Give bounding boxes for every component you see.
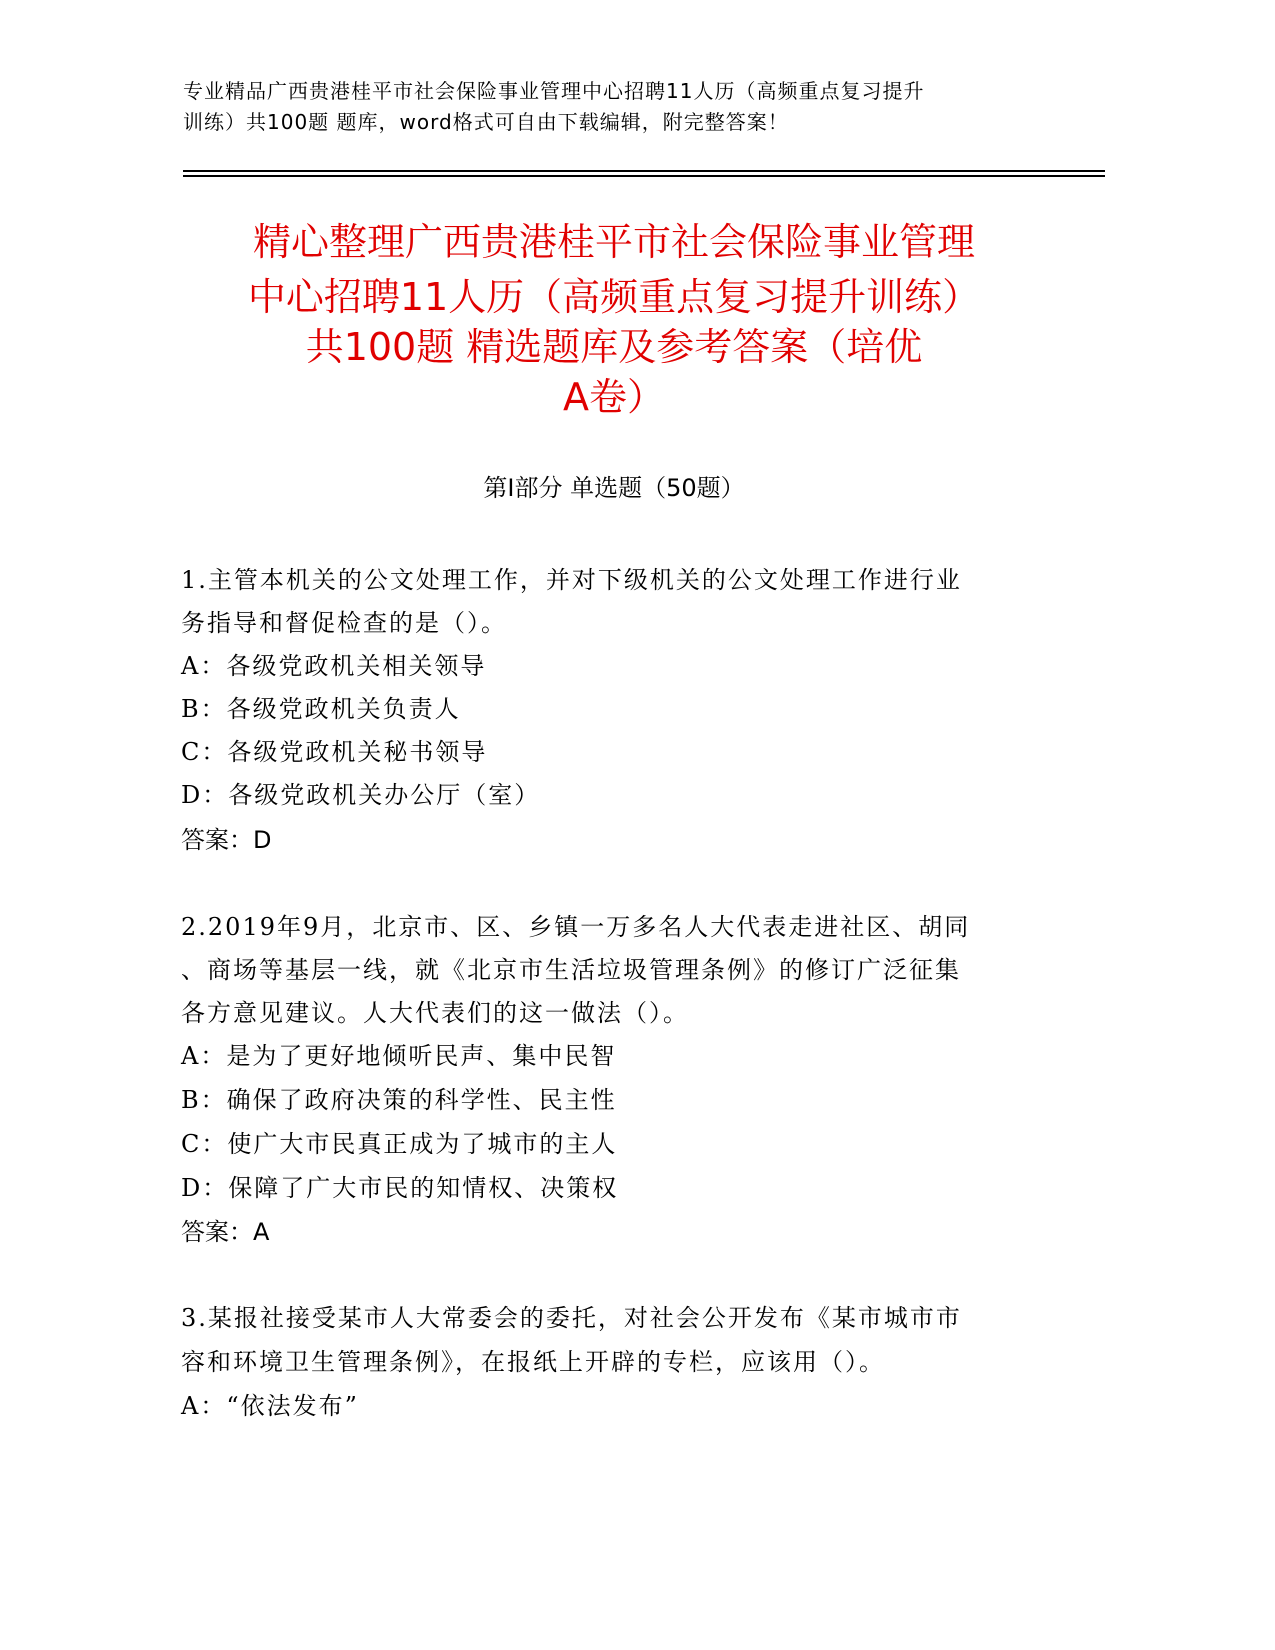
- section-title: 第Ⅰ部分 单选题（50题）: [483, 474, 745, 502]
- question-2-option-a: A：是为了更好地倾听民声、集中民智: [181, 1042, 617, 1070]
- question-2-answer: 答案：A: [181, 1218, 270, 1246]
- header-rule-bottom: [183, 175, 1105, 177]
- question-1-option-c: C：各级党政机关秘书领导: [181, 738, 488, 766]
- question-1-stem-line-1: 1.主管本机关的公文处理工作，并对下级机关的公文处理工作进行业: [181, 566, 962, 594]
- question-3-stem-line-2: 容和环境卫生管理条例》，在报纸上开辟的专栏，应该用（）。: [181, 1348, 885, 1376]
- question-3-stem-line-1: 3.某报社接受某市人大常委会的委托，对社会公开发布《某市城市市: [181, 1304, 962, 1332]
- question-2-option-c: C：使广大市民真正成为了城市的主人: [181, 1130, 618, 1158]
- question-2-stem-line-3: 各方意见建议。人大代表们的这一做法（）。: [181, 999, 689, 1027]
- question-2-option-b: B：确保了政府决策的科学性、民主性: [181, 1086, 617, 1114]
- question-1-option-a: A：各级党政机关相关领导: [181, 652, 487, 680]
- question-2-option-d: D：保障了广大市民的知情权、决策权: [181, 1174, 619, 1202]
- doc-title-line-3: 共100题 精选题库及参考答案（培优: [305, 325, 923, 369]
- header-line-2: 训练）共100题 题库，word格式可自由下载编辑，附完整答案！: [183, 110, 789, 134]
- question-2-stem-line-1: 2.2019年9月，北京市、区、乡镇一万多名人大代表走进社区、胡同: [181, 913, 971, 941]
- question-1-option-d: D：各级党政机关办公厅（室）: [181, 781, 541, 809]
- header-line-1: 专业精品广西贵港桂平市社会保险事业管理中心招聘11人历（高频重点复习提升: [183, 79, 925, 103]
- header-rule-top: [183, 170, 1105, 172]
- question-1-answer: 答案：D: [181, 826, 272, 854]
- question-1-option-b: B：各级党政机关负责人: [181, 695, 461, 723]
- question-2-stem-line-2: 、商场等基层一线，就《北京市生活垃圾管理条例》的修订广泛征集: [181, 956, 961, 984]
- doc-title-line-4: A卷）: [563, 375, 665, 419]
- question-3-option-a: A：“依法发布”: [181, 1392, 359, 1420]
- doc-title-line-1: 精心整理广西贵港桂平市社会保险事业管理: [252, 220, 975, 264]
- question-1-stem-line-2: 务指导和督促检查的是（）。: [181, 609, 507, 637]
- doc-title-line-2: 中心招聘11人历（高频重点复习提升训练）: [247, 275, 981, 319]
